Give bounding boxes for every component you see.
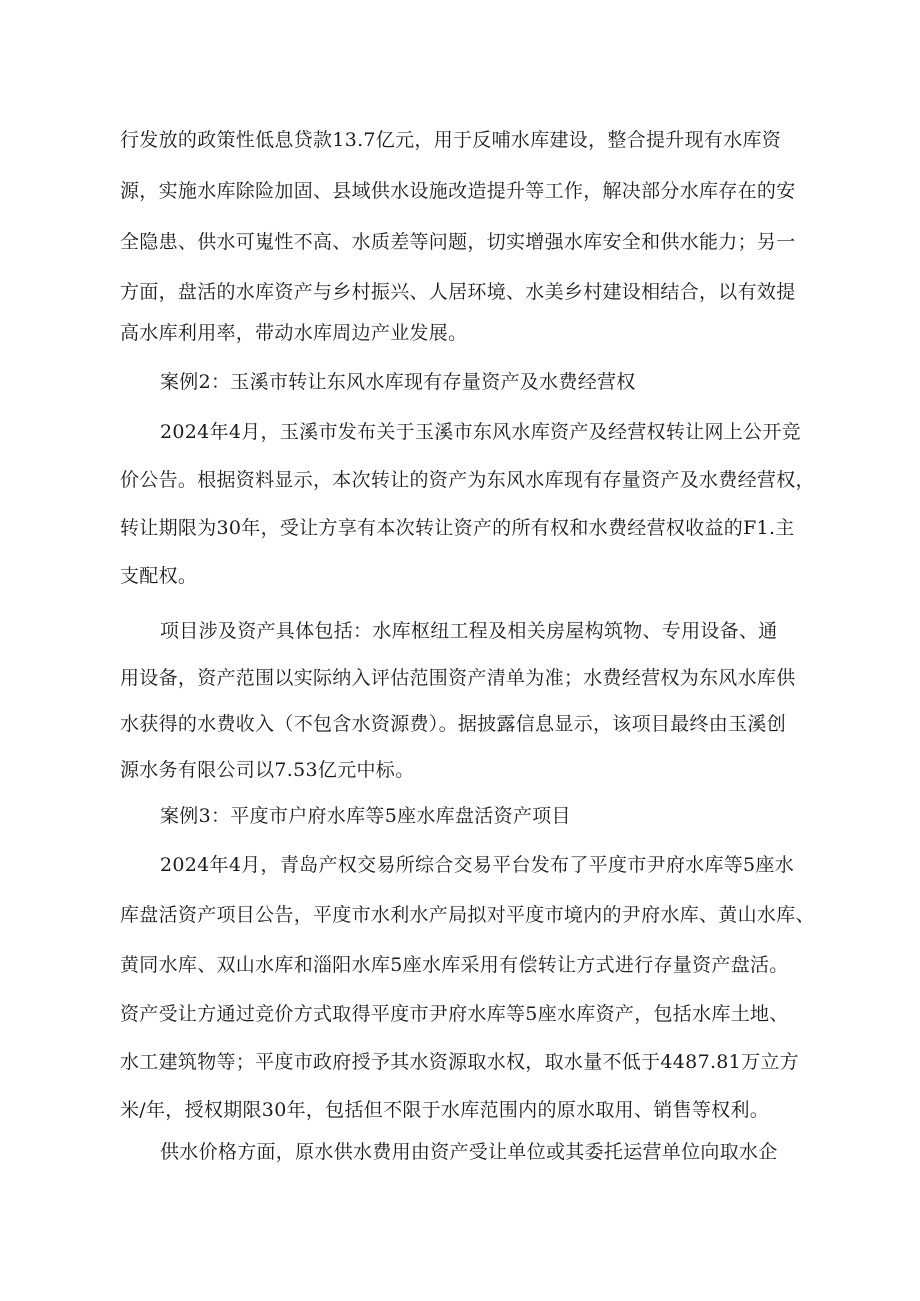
paragraph-line: 库盘活资产项目公告，平度市水利水产局拟对平度市境内的尹府水库、黄山水库、 — [120, 904, 815, 926]
paragraph-line: 米/年，授权期限30年，包括但不限于水库范围内的原水取用、销售等权利。 — [120, 1099, 770, 1121]
paragraph-line: 行发放的政策性低息贷款13.7亿元，用于反哺水库建设，整合提升现有水库资 — [120, 129, 782, 151]
paragraph-line: 2024年4月，青岛产权交易所综合交易平台发布了平度市尹府水库等5座水 — [160, 854, 795, 876]
case-heading: 案例2：玉溪市转让东风水库现有存量资产及水费经营权 — [160, 371, 636, 393]
paragraph-line: 高水库利用率，带动水库周边产业发展。 — [120, 322, 468, 344]
paragraph-line: 源水务有限公司以7.53亿元中标。 — [120, 759, 415, 781]
paragraph-line: 价公告。根据资料显示，本次转让的资产为东风水库现有存量资产及水费经营权， — [120, 469, 815, 491]
paragraph-line: 项目涉及资产具体包括：水库枢纽工程及相关房屋构筑物、专用设备、通 — [160, 620, 778, 642]
paragraph-line: 黄同水库、双山水库和淄阳水库5座水库采用有偿转让方式进行存量资产盘活。 — [120, 954, 789, 976]
paragraph-line: 全隐患、供水可嵬性不高、水质差等问题，切实增强水库安全和供水能力；另一 — [120, 231, 796, 253]
paragraph-line: 水工建筑物等；平度市政府授予其水资源取水权，取水量不低于4487.81万立方 — [120, 1051, 799, 1073]
paragraph-line: 供水价格方面，原水供水费用由资产受让单位或其委托运营单位向取水企 — [160, 1141, 778, 1163]
paragraph-line: 转让期限为30年，受让方享有本次转让资产的所有权和水费经营权收益的F1.主 — [120, 517, 795, 539]
paragraph-line: 2024年4月，玉溪市发布关于玉溪市东风水库资产及经营权转让网上公开竞 — [160, 421, 801, 443]
paragraph-line: 用设备，资产范围以实际纳入评估范围资产清单为准；水费经营权为东风水库供 — [120, 667, 796, 689]
paragraph-line: 源，实施水库除险加固、县域供水设施改造提升等工作，解决部分水库存在的安 — [120, 180, 796, 202]
case-heading: 案例3：平度市户府水库等5座水库盘活资产项目 — [160, 805, 571, 827]
paragraph-line: 支配权。 — [120, 565, 198, 587]
paragraph-line: 方面，盘活的水库资产与乡村振兴、人居环境、水美乡村建设相结合，以有效提 — [120, 281, 796, 303]
paragraph-line: 水获得的水费收入（不包含水资源费）。据披露信息显示，该项目最终由玉溪创 — [120, 713, 787, 735]
paragraph-line: 资产受让方通过竞价方式取得平度市尹府水库等5座水库资产，包括水库土地、 — [120, 1003, 789, 1025]
